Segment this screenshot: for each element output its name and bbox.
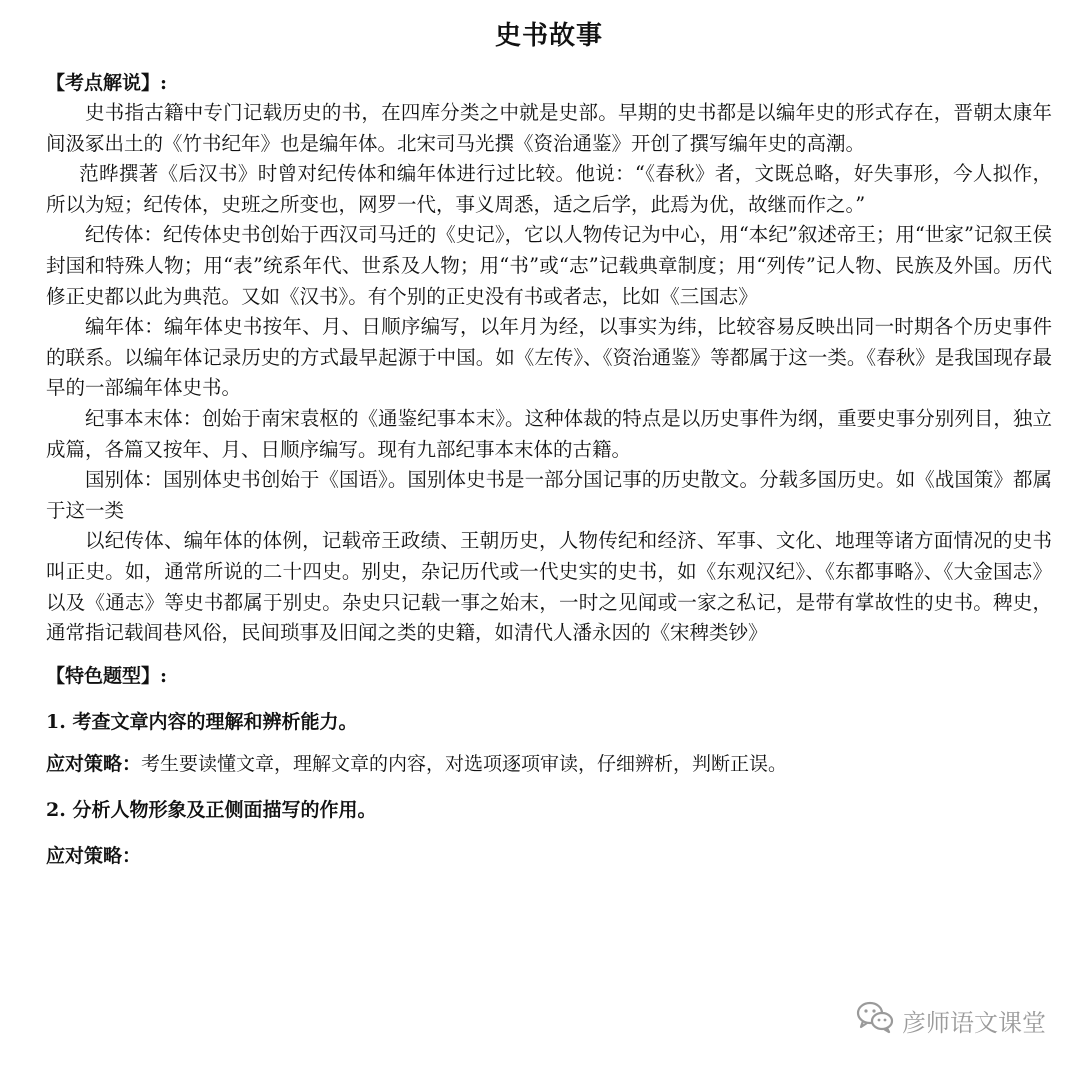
paragraph-guobieti: 国别体：国别体史书创始于《国语》。国别体史书是一部分国记事的历史散文。分载多国历史。如《战国策》都属于这一类	[46, 468, 1052, 522]
strategy-1	[46, 749, 1052, 779]
paragraph-zhengshi: 以纪传体、编年体的体例，记载帝王政绩、王朝历史，人物传纪和经济、军事、文化、地理等诸方面情况的史书叫正史。如，通常所说的二十四史。别史，杂记历代或一代史实的史书，如《东观汉纪》、《东都事略》、《大金国志》以及《通志》等史书都属于别史。杂史只记载一事之始末，一时之见闻或一家之私记，是带有掌故性的史书。稗史，通常指记载闾巷风俗，民间琐事及旧闻之类的史籍，如清代人潘永因的《宋稗类钞》	[46, 529, 1052, 645]
paragraph-jizhuanti: 纪传体：纪传体史书创始于西汉司马迁的《史记》，它以人物传记为中心，用“本纪”叙述帝王；用“世家”记叙王侯封国和特殊人物；用“表”统系年代、世系及人物；用“书”或“志”记载典章制度；用“列传”记人物、民族及外国。历代修正史都以此为典范。又如《汉书》。有个别的正史没有书或者志，比如《三国志》	[46, 223, 1052, 308]
watermark	[856, 1000, 1046, 1040]
wechat-icon	[856, 1000, 894, 1040]
page-title: 史书故事	[494, 21, 603, 51]
strategy-1-label: 应对策略：	[46, 752, 142, 775]
question-1	[46, 707, 1052, 737]
question-1-text: 1. 考查文章内容的理解和辨析能力。	[46, 710, 358, 733]
section-heading-question-types: 【特色题型】:	[46, 664, 168, 687]
strategy-2	[46, 841, 1052, 871]
question-2	[46, 795, 1052, 825]
paragraph-jishibenmoti: 纪事本末体：创始于南宋袁枢的《通鉴纪事本末》。这种体裁的特点是以历史事件为纲，重要史事分别列目，独立成篇，各篇又按年、月、日顺序编写。现有九部纪事本末体的古籍。	[46, 406, 1052, 461]
section-heading-exam-points: 【考点解说】:	[46, 72, 168, 94]
strategy-2-label: 应对策略：	[46, 844, 142, 867]
strategy-1-text: 考生要读懂文章，理解文章的内容，对选项逐项审读，仔细辨析，判断正误。	[141, 752, 788, 775]
paragraph-biannianti: 编年体：编年体史书按年、月、日顺序编写，以年月为经，以事实为纬，比较容易反映出同一时期各个历史事件的联系。以编年体记录历史的方式最早起源于中国。如《左传》、《资治通鉴》等都属于这一类。《春秋》是我国现存最早的一部编年体史书。	[46, 315, 1052, 400]
paragraph-intro: 史书指古籍中专门记载历史的书，在四库分类之中就是史部。早期的史书都是以编年史的形式存在，晋朝太康年间汲冢出土的《竹书纪年》也是编年体。北宋司马光撰《资治通鉴》开创了撰写编年史的高潮。	[46, 101, 1052, 155]
document-page	[46, 14, 1052, 871]
paragraph-fanye: 范晔撰著《后汉书》时曾对纪传体和编年体进行过比较。他说：“《春秋》者，文既总略，好失事形，今人拟作，所以为短；纪传体，史班之所变也，网罗一代，事义周悉，适之后学，此焉为优，故继而作之。”	[46, 162, 1052, 216]
watermark-text: 彦师语文课堂	[902, 1008, 1046, 1037]
question-2-text: 2. 分析人物形象及正侧面描写的作用。	[46, 798, 377, 821]
